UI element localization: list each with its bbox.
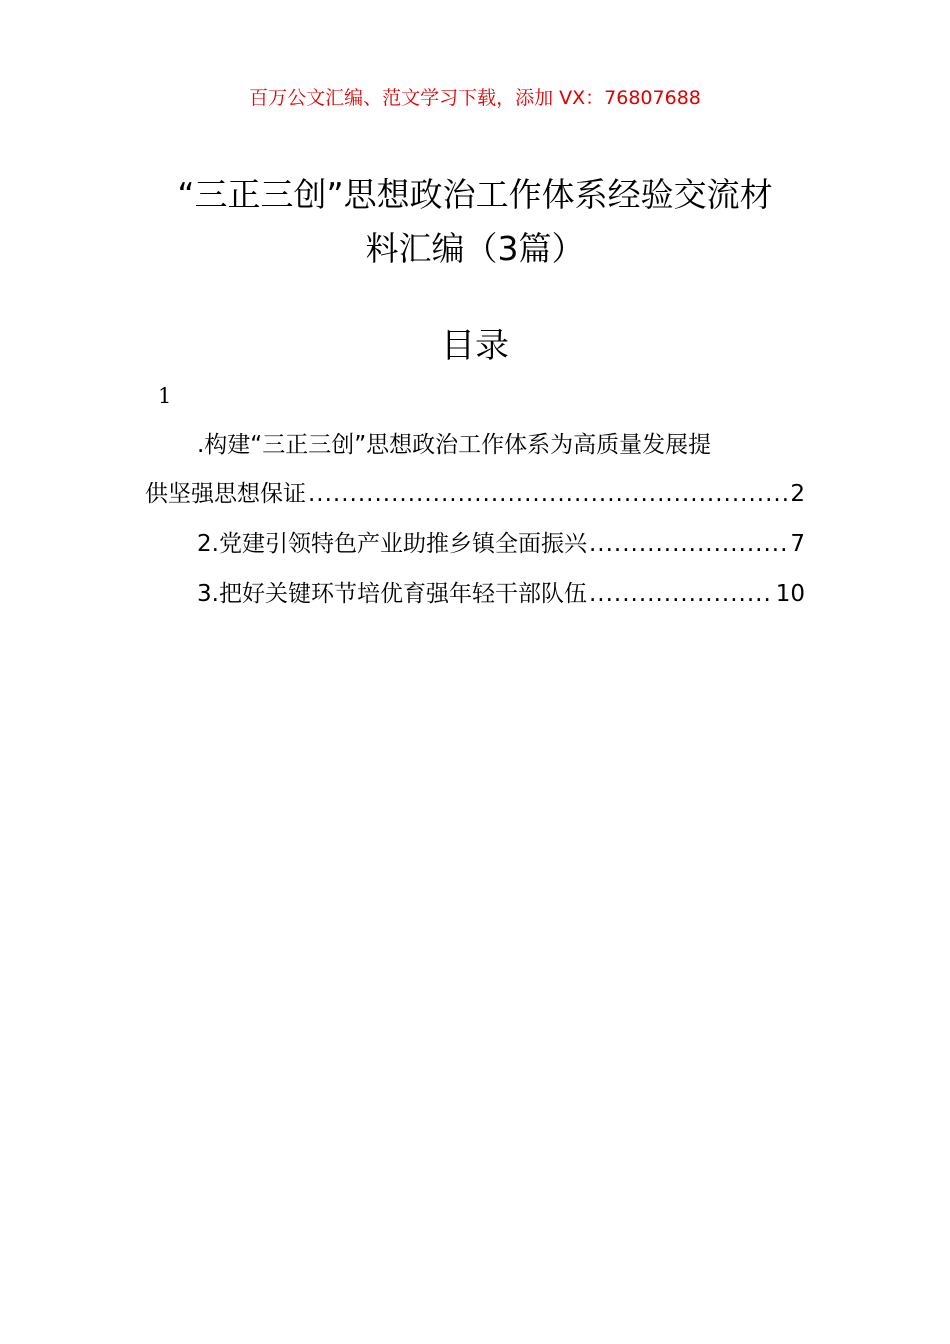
toc-entry-3-text: 3.把好关键环节培优育强年轻干部队伍 bbox=[197, 581, 587, 607]
toc-entry-2-text: 2.党建引领特色产业助推乡镇全面振兴 bbox=[197, 531, 587, 557]
toc-dot-leader bbox=[589, 574, 774, 614]
download-notice: 百万公文汇编、范文学习下载，添加 VX：76807688 bbox=[249, 87, 701, 109]
toc-entry-3[interactable] bbox=[145, 574, 805, 614]
document-title-line-1: “三正三创”思想政治工作体系经验交流材 bbox=[177, 175, 773, 214]
toc-entry-1-continued[interactable] bbox=[145, 474, 805, 514]
toc-dot-leader bbox=[589, 524, 788, 564]
toc-entry-1-page: 2 bbox=[790, 481, 805, 507]
toc-entry-2-page: 7 bbox=[790, 531, 805, 557]
document-title bbox=[130, 168, 820, 276]
toc-entry-3-page: 10 bbox=[775, 581, 805, 607]
toc-entry-2[interactable] bbox=[145, 524, 805, 564]
toc-stray-number: 1 bbox=[158, 384, 172, 408]
document-title-line-2: 料汇编（3篇） bbox=[365, 229, 585, 268]
toc-heading: 目录 bbox=[441, 326, 509, 366]
toc-dot-leader bbox=[308, 474, 788, 514]
toc-entry-1[interactable] bbox=[145, 425, 805, 465]
toc-entry-1-text-line-2: 供坚强思想保证 bbox=[145, 481, 306, 507]
toc-entry-1-text-line-1: .构建“三正三创”思想政治工作体系为高质量发展提 bbox=[197, 432, 712, 458]
